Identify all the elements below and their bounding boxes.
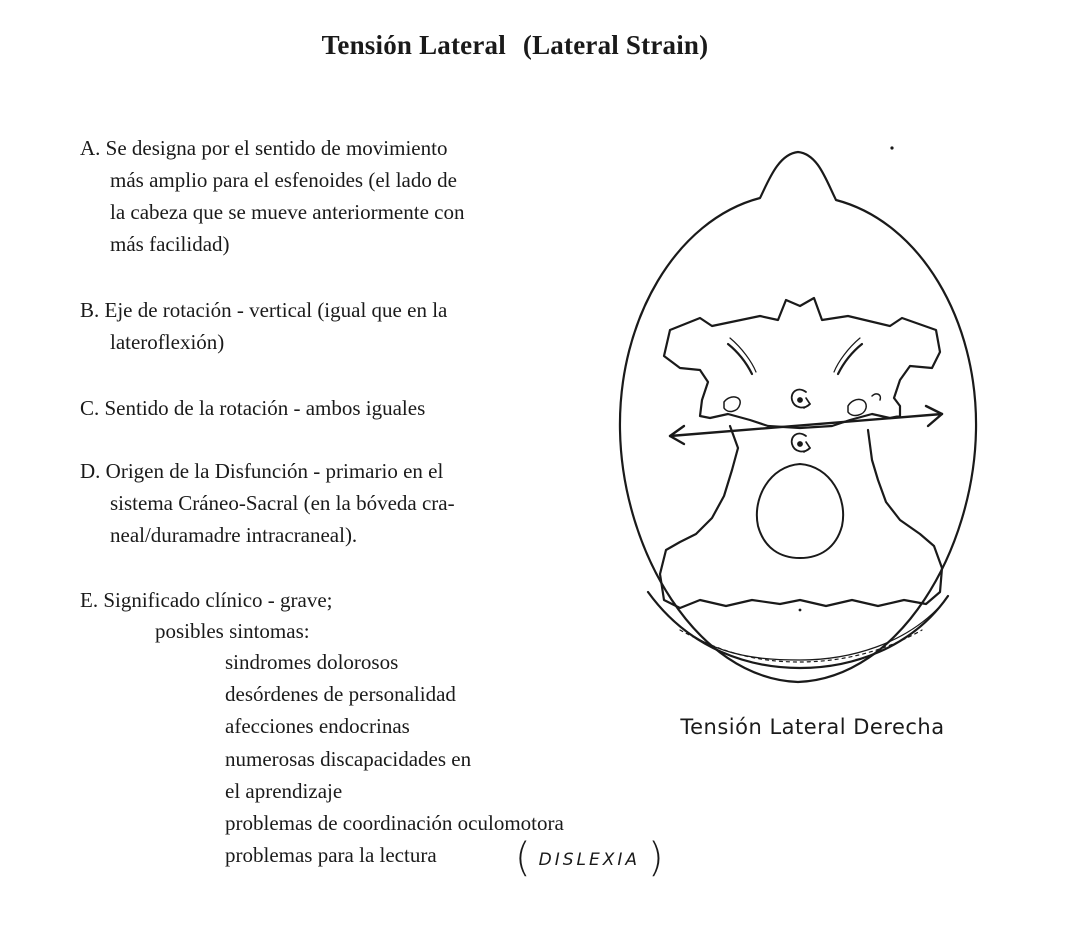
right-foramen [848,399,866,415]
item-d-line-2: sistema Cráneo-Sacral (en la bóveda cra- [110,491,455,515]
item-e-line-1: E. Significado clínico - grave; [80,588,333,612]
handwritten-close-paren: ) [648,835,664,881]
handwritten-open-paren: ( [515,835,531,881]
symptoms-label: posibles sintomas: [155,619,310,643]
item-a [80,132,550,260]
page-title [0,30,1030,61]
symptom-item: problemas para la lectura [225,843,437,868]
foramen-magnum [757,464,843,558]
item-b-line-2: lateroflexión) [110,330,225,354]
item-c-line-1: C. Sentido de la rotación - ambos iguales [80,396,426,420]
item-d-line-3: neal/duramadre intracraneal). [110,523,358,547]
item-e [80,584,550,616]
title-spanish: Tensión Lateral [321,30,506,60]
title-english: (Lateral Strain) [522,30,709,60]
item-d-line-1: D. Origen de la Disfunción - primario en el [80,459,444,483]
symptom-item: sindromes dolorosos [225,650,399,674]
symptom-item: desórdenes de personalidad [225,682,456,707]
right-wing-slit-2 [834,338,860,372]
symptoms-list [225,646,564,871]
item-b-line-1: B. Eje de rotación - vertical (igual que en la [80,298,448,322]
item-d [80,455,550,551]
symptom-item: el aprendizaje [225,778,343,803]
right-foramen-2 [872,394,880,400]
left-wing-slit-2 [730,338,756,372]
symptom-item: numerosas discapacidades en [225,746,472,771]
item-a-line-2: más amplio para el esfenoides (el lado de [110,168,457,192]
handwritten-word: DISLEXIA [538,850,641,870]
figure-caption: Tensión Lateral Derecha [680,715,945,739]
skull-diagram [600,130,990,700]
occipital-bone [660,426,942,608]
handwritten-note [515,835,664,881]
item-a-line-4: más facilidad) [110,232,230,256]
occipital-inner-line-2 [654,600,942,660]
sphenoid-bone [664,298,940,428]
symptom-item: afecciones endocrinas [225,714,410,739]
symptom-item: problemas de coordinación oculomotora [225,811,564,836]
item-a-line-3: la cabeza que se mueve anteriormente con [110,200,465,224]
item-b [80,294,550,358]
left-foramen [724,397,740,412]
item-a-line-1: A. Se designa por el sentido de movimiento [80,136,448,160]
item-c [80,392,550,424]
